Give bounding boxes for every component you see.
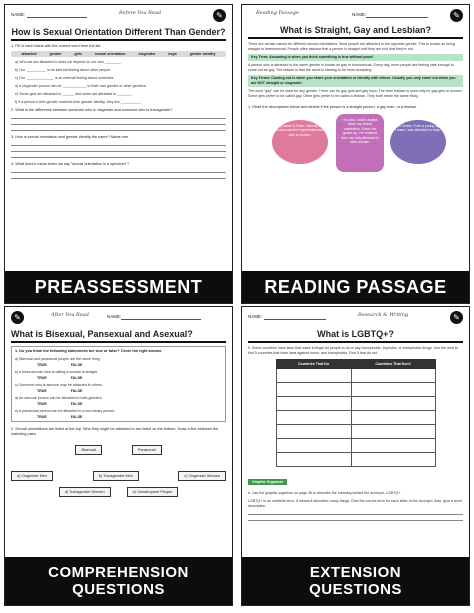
- question-6: 6. Use the graphic organizer on page 36 to describe the meaning behind the acronym, LGBTQ+.: [248, 491, 402, 495]
- table-row: [276, 369, 435, 383]
- pencil-icon: ✎: [450, 9, 463, 22]
- question-3: 3. How is sexual orientation and gender identity the same? Name one.: [11, 135, 130, 139]
- worksheet-page: [248, 9, 463, 269]
- worksheet-page: [11, 311, 226, 555]
- false-option[interactable]: FALSE: [70, 402, 83, 406]
- key-term-box: Key Term: Assuming is when you think something is true without proof.: [248, 54, 463, 61]
- question-1: 1. Fill in each blank with the correct word from the list.: [11, 44, 102, 48]
- name-underline: [27, 17, 87, 18]
- table-row: [276, 425, 435, 439]
- preassessment-banner: PREASSESSMENT: [5, 271, 232, 303]
- table-cell[interactable]: [351, 369, 435, 383]
- name-underline: [366, 17, 428, 18]
- table-row: [276, 439, 435, 453]
- comprehension-panel: [4, 306, 233, 606]
- name-label: NAME:: [352, 12, 367, 17]
- table-cell[interactable]: [351, 411, 435, 425]
- false-option[interactable]: FALSE: [70, 389, 83, 393]
- page-title: What is Straight, Gay and Lesbian?: [279, 25, 432, 35]
- table-cell[interactable]: [276, 369, 351, 383]
- false-option[interactable]: FALSE: [70, 363, 83, 367]
- preassessment-panel: [4, 4, 233, 304]
- statement: e) A pansexual person can be attracted to a non-binary person.: [15, 409, 116, 413]
- question-5: 5. Some countries have laws that make it illegal for people to do or say homophobic, biphobic, or transphobic things. Use the web to find 5 countries that have laws against homo- and transphobia. Find 5 that do not.: [248, 346, 458, 355]
- title-divider: [11, 39, 226, 41]
- fill-blank-item: d) A cisgender person can be ____________ to their own gender or other genders.: [15, 84, 147, 88]
- answer-line: [11, 173, 226, 179]
- page-title: What is Bisexual, Pansexual and Asexual?: [11, 329, 193, 339]
- extension-banner: [242, 557, 469, 605]
- column-header: Countries That Do: [276, 360, 351, 369]
- name-label: NAME:: [248, 314, 263, 319]
- page-title: How is Sexual Orientation Different Than Gender?: [11, 27, 226, 37]
- pencil-icon: ✎: [11, 311, 24, 324]
- title-divider: [248, 341, 463, 343]
- attraction-box: d) Transgender Women: [59, 487, 111, 497]
- table-cell[interactable]: [276, 439, 351, 453]
- false-option[interactable]: FALSE: [70, 415, 83, 419]
- statement: a) Bisexual and pansexual people are the same thing.: [15, 357, 101, 361]
- question-2: 2. What is the difference between someone who is cisgender and someone who is transgender?: [11, 108, 173, 112]
- speech-bubbles: [248, 114, 463, 174]
- pencil-icon: ✎: [450, 311, 463, 324]
- fill-blank-item: e) Some girls are attracted to ______ and some are attracted to _______.: [15, 92, 133, 96]
- banner-line: COMPREHENSION: [48, 564, 189, 581]
- banner-line: QUESTIONS: [72, 581, 165, 598]
- fill-blank-item: c) Our ______________ is an internal feeling about ourselves.: [15, 76, 115, 80]
- fill-blank-item: a) Who we are attracted to does not depend on our own ________.: [15, 60, 122, 64]
- table-cell[interactable]: [351, 439, 435, 453]
- key-term-box: Key Terms: Coming out is when you share your orientation or identity with others. Usually you only come out when you are NOT straight or cisgender.: [248, 75, 463, 87]
- comprehension-banner: [5, 557, 232, 605]
- question-1: 1. Read the descriptions below and decide if the person is a straight person, a gay man, or a lesbian.: [248, 105, 418, 109]
- word-bank-item: sexual orientation: [94, 52, 126, 56]
- title-divider: [248, 37, 463, 39]
- true-false-options: [37, 415, 222, 419]
- passage-paragraph: A person who is attracted to the same gender is known as gay or homosexual. Every day, more people are feeling safe enough to come out as gay. The reason is that the world is starting to be more accepting.: [248, 63, 454, 72]
- column-header: Countries That Don't: [351, 360, 435, 369]
- name-line: [248, 311, 463, 321]
- reading-passage-logo: Reading Passage: [256, 10, 299, 16]
- true-false-options: [37, 363, 222, 367]
- true-false-box: [11, 346, 226, 422]
- true-option[interactable]: TRUE: [37, 415, 47, 419]
- table-row: [276, 453, 435, 467]
- table-row: [276, 383, 435, 397]
- true-option[interactable]: TRUE: [37, 376, 47, 380]
- after-you-read-logo: After You Read: [51, 312, 89, 318]
- name-underline: [121, 319, 201, 320]
- word-bank-item: gender identity: [189, 52, 216, 56]
- table-cell[interactable]: [276, 383, 351, 397]
- reading-passage-panel: [241, 4, 470, 304]
- word-bank-item: cisgender: [138, 52, 156, 56]
- worksheet-page: [11, 9, 226, 269]
- attraction-row: [11, 487, 226, 497]
- table-cell[interactable]: [276, 425, 351, 439]
- bisexual-box: Bisexual: [75, 445, 101, 455]
- question-1: 1. Do you think the following statements are true or false? Circle the right answer.: [15, 349, 163, 353]
- extension-panel: [241, 306, 470, 606]
- attraction-box: b) Transgender Men: [93, 471, 139, 481]
- true-false-options: [37, 402, 222, 406]
- attraction-box: a) Cisgender Men: [11, 471, 53, 481]
- true-option[interactable]: TRUE: [37, 402, 47, 406]
- word-bank: [11, 51, 226, 57]
- false-option[interactable]: FALSE: [70, 376, 83, 380]
- speech-bubble-julia: I'm Julia. I didn't always know my sexual orientation. Since I've grown up, I've realized that I am only attracted to other women.: [336, 114, 384, 172]
- fill-blank-item: f) If a person's birth gender matches their gender identity, they are __________.: [15, 100, 142, 104]
- table-cell[interactable]: [276, 397, 351, 411]
- name-line: [248, 9, 463, 19]
- pansexual-box: Pansexual: [132, 445, 162, 455]
- table-cell[interactable]: [351, 383, 435, 397]
- title-divider: [11, 341, 226, 343]
- table-cell[interactable]: [276, 411, 351, 425]
- attraction-box: e) Genderqueer People: [127, 487, 179, 497]
- name-line: [11, 9, 226, 19]
- page-title: What is LGBTQ+?: [317, 329, 394, 339]
- speech-bubble-peter: My name is Peter. I identify as a man and find myself attracted only to women.: [272, 120, 328, 164]
- true-false-options: [37, 376, 222, 380]
- word-bank-item: gender: [49, 52, 62, 56]
- passage-paragraph: There are certain names for different sexual orientations. Most people are attracted to the opposite gender. This is known as being straight or heterosexual. People often assume that a person is straight until they are told that they're not.: [248, 42, 455, 51]
- research-writing-logo: Research & Writing: [358, 312, 409, 318]
- name-underline: [264, 319, 326, 320]
- answer-line: [11, 152, 226, 158]
- true-option[interactable]: TRUE: [37, 363, 47, 367]
- true-false-options: [37, 389, 222, 393]
- table-cell[interactable]: [351, 453, 435, 467]
- table-row: [276, 411, 435, 425]
- name-label: NAME:: [107, 314, 122, 319]
- name-line: [11, 311, 226, 321]
- banner-line: QUESTIONS: [309, 581, 402, 598]
- table-cell[interactable]: [351, 425, 435, 439]
- fill-blank-item: b) Our __________ is an internal feeling about other people.: [15, 68, 112, 72]
- speech-bubble-cedric: I am Cedric. From a young age, I knew I was attracted to boys.: [390, 120, 446, 164]
- word-bank-item: boys: [168, 52, 177, 56]
- name-label: NAME:: [11, 12, 26, 17]
- graphic-organizer-label: Graphic Organizer: [248, 479, 287, 485]
- table-cell[interactable]: [351, 397, 435, 411]
- orientation-boxes: [11, 445, 226, 455]
- fill-blank-list: [15, 60, 226, 105]
- attraction-row: [11, 471, 226, 481]
- table-cell[interactable]: [276, 453, 351, 467]
- instructions-paragraph: LGBTQ+ is an umbrella term. It means it describes many things. Give the correct term for each letter of the acronym. Also, give a short description.: [248, 499, 462, 508]
- question-4: 4. What does it mean when we say "sexual orientation is a spectrum"?: [11, 162, 130, 166]
- statement: b) A bisexual man who is dating a woman is straight.: [15, 370, 99, 374]
- worksheet-page: [248, 311, 463, 555]
- statement: d) An asexual person can be attracted to both genders.: [15, 396, 103, 400]
- word-bank-item: girls: [74, 52, 82, 56]
- passage-paragraph: The word "gay" can be used for any gender. There can be gay girls and gay boys. The term lesbian is used only for gay girls or women. Some girls prefer to be called gay. Other girls prefer to be called a lesbian. They both mean the same thing.: [248, 89, 463, 98]
- pencil-icon: ✎: [213, 9, 226, 22]
- attraction-box: c) Cisgender Women: [178, 471, 226, 481]
- before-you-read-logo: Before You Read: [119, 10, 162, 16]
- table-row: [276, 397, 435, 411]
- statement: c) Someone who is asexual may be attracted to others.: [15, 383, 103, 387]
- countries-table: [276, 359, 436, 467]
- word-bank-item: attracted: [21, 52, 37, 56]
- question-2: 2. Sexual orientations are listed at the top. Who they might be attracted to are listed on the bottom. Draw a line between the matching pairs.: [11, 427, 219, 436]
- answer-line: [11, 125, 226, 131]
- banner-line: EXTENSION: [309, 564, 402, 581]
- answer-line: [248, 515, 463, 521]
- reading-passage-banner: READING PASSAGE: [242, 271, 469, 303]
- true-option[interactable]: TRUE: [37, 389, 47, 393]
